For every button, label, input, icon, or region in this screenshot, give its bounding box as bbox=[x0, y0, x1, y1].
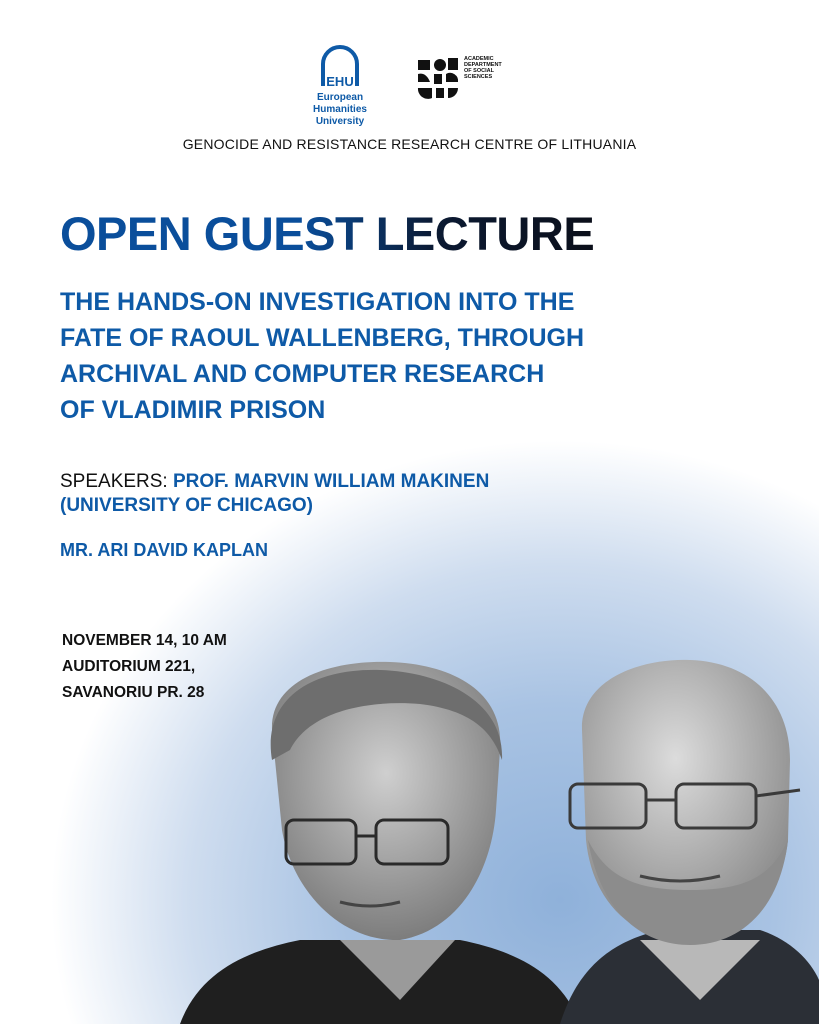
lecture-subtitle bbox=[60, 284, 760, 428]
portrait-kaplan bbox=[560, 660, 819, 1024]
speaker2-name: MR. ARI DAVID KAPLAN bbox=[60, 540, 268, 560]
speaker-portraits bbox=[0, 640, 819, 1024]
subtitle-line: OF VLADIMIR PRISON bbox=[60, 396, 326, 424]
dept-logo bbox=[416, 56, 524, 100]
organizer-name: GENOCIDE AND RESISTANCE RESEARCH CENTRE OF LITHUANIA bbox=[182, 136, 637, 152]
dept-emblem-icon bbox=[416, 56, 460, 100]
speakers-block bbox=[60, 470, 489, 518]
subtitle-line: ARCHIVAL AND COMPUTER RESEARCH bbox=[60, 360, 545, 388]
ehu-logo bbox=[290, 42, 390, 128]
portrait-makinen bbox=[180, 662, 580, 1024]
ehu-name-line1: European Humanities bbox=[313, 92, 367, 115]
subtitle-line: THE HANDS-ON INVESTIGATION INTO THE bbox=[60, 288, 575, 316]
dept-line: SCIENCES bbox=[464, 74, 493, 80]
event-title: OPEN GUEST LECTURE bbox=[60, 207, 595, 260]
dept-text bbox=[464, 56, 524, 80]
subtitle-line: FATE OF RAOUL WALLENBERG, THROUGH bbox=[60, 324, 585, 352]
logo-bar bbox=[0, 42, 819, 127]
ehu-mark-text: EHU bbox=[326, 74, 354, 89]
event-date: NOVEMBER 14, 10 AM bbox=[62, 632, 227, 649]
dept-line: OF SOCIAL bbox=[464, 68, 494, 74]
dept-line: DEPARTMENT bbox=[464, 62, 502, 68]
speakers-label: SPEAKERS: bbox=[60, 471, 168, 492]
event-address: SAVANORIU PR. 28 bbox=[62, 684, 205, 701]
ehu-name-line2: University bbox=[315, 116, 365, 127]
speaker1-affiliation: (UNIVERSITY OF CHICAGO) bbox=[60, 495, 313, 516]
ehu-arch-icon bbox=[317, 42, 363, 90]
ehu-caption bbox=[290, 92, 390, 128]
dept-line: ACADEMIC bbox=[464, 56, 494, 62]
event-room: AUDITORIUM 221, bbox=[62, 658, 196, 675]
speaker1-name: PROF. MARVIN WILLIAM MAKINEN bbox=[173, 471, 490, 492]
